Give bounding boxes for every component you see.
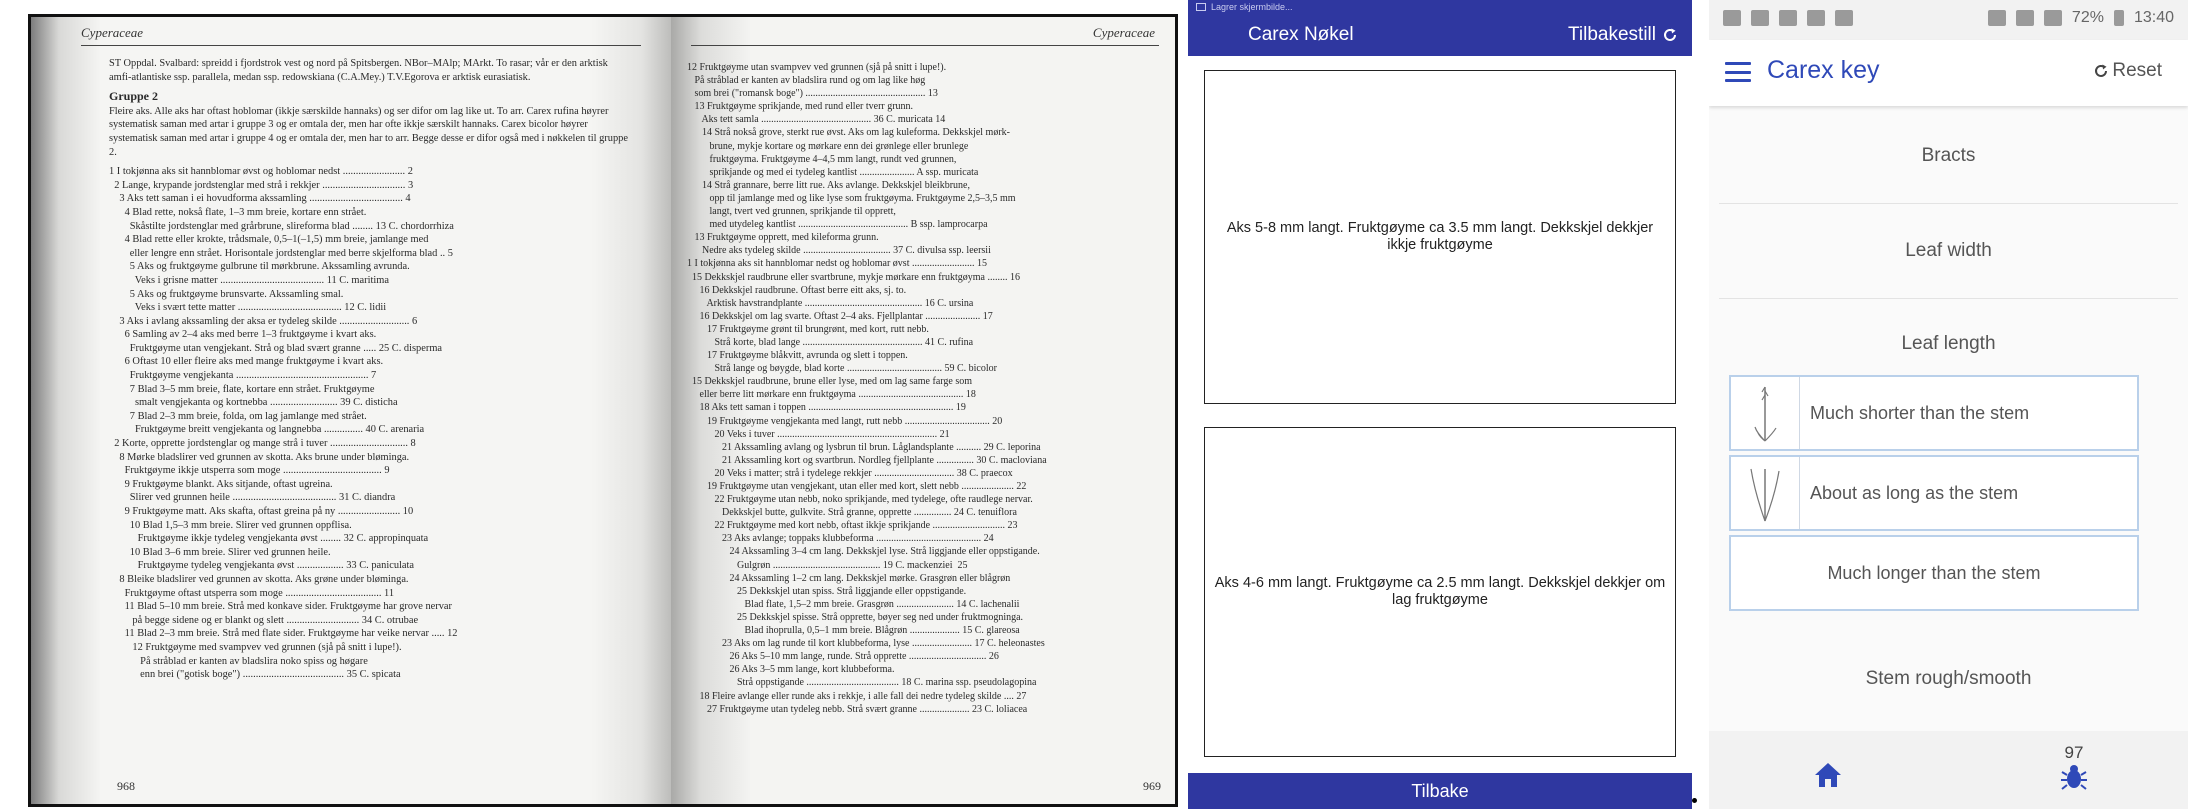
key-line: med utydeleg kantlist ............................................ B ssp. lamprocarpa [687,219,988,231]
clock: 13:40 [2133,9,2174,26]
mail-icon [1751,10,1769,26]
key-line: Skåstilte jordstenglar med grårbrune, slireforma blad ........ 13 C. chordorrhiza [109,220,454,232]
back-label: Tilbake [1411,780,1469,801]
group-heading: Gruppe 2 [109,89,159,104]
category-leaf-width[interactable]: Leaf width [1905,240,1992,261]
key-line: 1 I tokjønna aks sit hannblomar nedst og hoblomar øvst ......................... 15 [687,258,987,270]
key-line: 25 Dekkskjel spisse. Strå opprette, bøyer seg ned under fruktmogninga. [687,611,1024,623]
key-line: 23 Aks om lag runde til kort klubbeforma, lyse ........................ 17 C. heleonastes [687,638,1045,650]
book-scan-image [28,14,1178,807]
key-lines-right [687,61,1127,716]
reset-label: Reset [2112,60,2162,81]
key-line: 24 Akssamling 1–2 cm lang. Dekkskjel mørke. Grasgrøn eller blågrøn [687,572,1011,584]
app-bar [1709,40,2188,106]
key-line: 12 Fruktgøyme utan svampvev ved grunnen (sjå på snitt i lupe!). [687,62,947,73]
bottom-navigation [1709,731,2188,809]
key-line: 6 Oftast 10 eller fleire aks med mange fruktgøyme i kvart aks. [109,356,384,368]
key-line: 4 Blad rette eller krokte, trådsmale, 0,5–1(–1,5) mm breie, jamlange med [109,234,429,246]
key-line: 23 Aks avlange; toppaks klubbeforma .......................................... 24 [687,533,994,545]
bug-report-button[interactable] [2044,743,2104,796]
key-line: 16 Dekkskjel raudbrune. Oftast berre eitt aks, sj. to. [687,284,907,296]
key-line: Blad ihoprulla, 0,5–1 mm breie. Blågrøn .................... 15 C. glareosa [687,625,1020,637]
plant-equal-leaves-icon [1731,457,1800,529]
key-line: 7 Blad 2–3 mm breie, folda, om lag jamlange med strået. [109,410,367,422]
status-bar [1709,0,2188,40]
key-line: 8 Mørke bladslirer ved grunnen av skotta. Aks brune under bløminga. [109,451,410,463]
running-head-left: Cyperaceae [81,25,144,40]
leaf-length-option-equal[interactable] [1729,455,2139,531]
option-label-longer: Much longer than the stem [1827,562,2041,583]
home-icon[interactable] [1813,761,1843,789]
plant-short-leaves-icon [1731,377,1800,449]
key-line: Strå lange og bøygde, blad korte ...................................... 59 C. bicolor [687,363,997,375]
key-line: Strå oppstigande ..................................... 18 C. marina ssp. pseudolagopina [687,677,1037,689]
category-bracts[interactable]: Bracts [1921,145,1976,166]
key-line: smalt vengjekanta og kortnebba .......................... 39 C. disticha [109,397,398,409]
key-line: brune, mykje kortare og mørkare enn dei grønlege eller brunlege [687,140,969,152]
battery-icon [2114,10,2124,26]
nfc-icon [1988,10,2006,26]
wifi-icon [2044,10,2062,26]
key-line: Dekkskjel butte, gulkvite. Strå granne, opprette ............... 24 C. tenuiflora [687,507,1017,519]
key-line: 10 Blad 1,5–3 mm breie. Slirer ved grunnen oppflisa. [109,519,352,531]
key-line: Fruktgøyme oftast utsperra som moge ..................................... 11 [109,587,395,599]
key-line: 14 Strå nokså grove, sterkt rue øvst. Aks om lag kuleforma. Dekkskjel mørk- [687,127,1010,139]
key-line: 22 Fruktgøyme med kort nebb, oftast ikkje sprikjande ............................. 23 [687,520,1018,532]
key-line: Fruktgøyme breitt vengjekanta og langnebba ............... 40 C. arenaria [109,424,425,436]
key-line: 6 Samling av 2–4 aks med berre 1–3 fruktgøyme i kvart aks. [109,329,377,341]
key-line: På stråblad er kanten av bladslira rund og om lag like høg [687,75,926,87]
notification-icons [1723,10,1853,26]
key-line: 15 Dekkskjel raudbrune eller svartbrune, mykje mørkare enn fruktgøyma ........ 16 [687,271,1020,283]
key-line: opp til jamlange med og like lyse som fruktgøyma. Fruktgøyme 2,5–3,5 mm [687,192,1016,204]
key-line: 7 Blad 3–5 mm breie, flate, kortare enn strået. Fruktgøyme [109,383,375,395]
key-line: 2 Lange, krypande jordstenglar med strå i rekkjer ................................ 3 [109,179,414,191]
key-line: 3 Aks tett saman i ei hovudforma akssamling .................................... 4 [109,193,411,205]
carex-nokel-screen [1188,0,1692,809]
key-line: 1 I tokjønna aks sit hannblomar øvst og hoblomar nedst ........................ 2 [109,166,413,178]
running-head-right: Cyperaceae [1092,25,1155,40]
status-bar [1188,0,1692,14]
reset-label: Tilbakestill [1568,24,1656,45]
key-line: 13 Fruktgøyme sprikjande, med rund eller tverr grunn. [687,101,914,113]
right-page-body [687,57,1127,716]
key-line: Gulgrøn ........................................... 19 C. mackenziei 25 [687,559,968,571]
key-line: 19 Fruktgøyme vengjekanta med langt, rutt nebb .................................. 20 [687,415,1003,427]
key-line: 16 Dekkskjel om lag svarte. Oftast 2–4 aks. Fjellplantar ...................... 17 [687,310,993,322]
key-line: 5 Aks og fruktgøyme gulbrune til mørkbrune. Akssamling avrunda. [109,261,410,273]
key-line: Fruktgøyme vengjekanta ................................................... 7 [109,370,377,382]
key-line: 9 Fruktgøyme blankt. Aks sitjande, oftast ugreina. [109,478,333,490]
key-line: Strå korte, blad lange ................................................ 41 C. rufina [687,336,974,348]
system-status [1988,9,2174,27]
category-leaf-length[interactable]: Leaf length [1901,333,1996,354]
refresh-icon [1662,27,1678,43]
key-line: Fruktgøyme tydeleg vengjekanta øvst .................. 33 C. paniculata [109,560,415,572]
key-line: eller lengre enn strået. Horisontale jordstenglar med berre skjelforma blad .. 5 [109,247,453,259]
screenshot-icon [1196,3,1206,11]
key-line: 19 Fruktgøyme utan vengjekant, utan eller med kort, slett nebb ..................... 22 [687,481,1027,492]
key-line: 17 Fruktgøyme grønt til brungrønt, med kort, rutt nebb. [687,323,929,335]
page-number-left: 968 [117,779,135,793]
key-line: 15 Dekkskjel raudbrune, brune eller lyse, med om lag same farge som [687,376,973,388]
bug-count: 97 [2064,743,2084,762]
status-text: Lagrer skjermbilde... [1211,2,1293,12]
book-left-page [31,17,671,804]
app-bar [1188,14,1692,56]
back-button[interactable] [1188,773,1692,809]
key-line: 10 Blad 3–6 mm breie. Slirer ved grunnen heile. [109,546,331,558]
reset-button[interactable] [1568,24,1678,46]
key-line: Arktisk havstrandplante ............................................... 16 C. ursina [687,297,974,309]
key-line: 26 Aks 3–5 mm lange, kort klubbeforma. [687,664,895,676]
alarm-icon [2016,10,2034,26]
key-line: 22 Fruktgøyme utan nebb, noko sprikjande, med tydelege, ofte raudlege nervar. [687,494,1033,506]
key-line: Slirer ved grunnen heile ........................................ 31 C. diandra [109,492,396,504]
category-stem[interactable]: Stem rough/smooth [1865,668,2032,689]
refresh-icon [2093,63,2109,79]
group-paragraph: Fleire aks. Alle aks har oftast hoblomar (ikkje særskilde hannaks) og ser difor om lag like ut. To arr. Carex rufina høyrer systematisk saman med artar i gruppe 3 og er omtala der, men har ofte ikkje særskilt hannaks. Carex bicolor høyrer systematisk saman med artar i gruppe 4 og er omtala der, men har to arr. Begge desse er difor også med i nøkkelen til gruppe 2. [109,105,628,158]
divider [1719,203,2178,204]
twitter-icon [1835,10,1853,26]
header-rule [81,45,641,46]
key-line: På stråblad er kanten av bladslira noko spiss og høgare [109,655,368,667]
key-line: 25 Dekkskjel utan spiss. Strå liggjande eller oppstigande. [687,585,967,597]
key-line: sprikjande og med ei tydeleg kantlist ...................... A ssp. muricata [687,166,979,178]
key-line: fruktgøyma. Fruktgøyme 4–4,5 mm langt, rundt ved grunnen, [687,153,957,165]
key-line: 21 Akssamling avlang og lysbrun til brun. Låglandsplante .......... 29 C. leporina [687,441,1041,453]
option-label-shorter: Much shorter than the stem [1810,402,2030,423]
key-line: enn brei ("gotisk boge") ....................................... 35 C. spicata [109,669,401,681]
key-line: eller berre litt mørkare enn fruktgøyma .......................................... 18 [687,389,976,401]
app-title: Carex Nøkel [1248,24,1354,45]
leaf-length-option-shorter[interactable] [1729,375,2139,451]
key-line: 20 Veks i tuver ................................................................ 21 [687,428,950,440]
key-line: Fruktgøyme utan vengjekant. Strå og blad svært granne ..... 25 C. disperma [109,342,443,354]
option-label-equal: About as long as the stem [1810,482,2019,503]
battery-level: 72% [2071,9,2104,26]
option-card-1[interactable] [1204,70,1676,404]
key-line: Veks i svært tette matter ........................................ 12 C. lidii [109,302,387,314]
key-line: 9 Fruktgøyme matt. Aks skafta, oftast greina på ny ........................ 10 [109,506,414,517]
key-line: 20 Veks i matter; strå i tydelege rekkjer ................................ 38 C. praecox [687,467,1013,479]
key-line: 11 Blad 5–10 mm breie. Strå med konkave sider. Fruktgøyme har grove nervar [109,601,453,613]
key-line: 18 Fleire avlange eller runde aks i rekkje, i alle fall dei nedre tydeleg skilde .... 27 [687,690,1027,702]
key-line: 24 Akssamling 3–4 cm lang. Dekkskjel lyse. Strå liggjande eller oppstigande. [687,546,1040,558]
key-line: Aks tett samla ............................................ 36 C. muricata 14 [687,114,946,126]
option-text-2: Aks 4-6 mm langt. Fruktgøyme ca 2.5 mm langt. Dekkskjel dekkjer om lag fruktgøyme [1214,575,1666,608]
key-line: 17 Fruktgøyme blåkvitt, avrunda og slett i toppen. [687,350,908,362]
divider [1719,298,2178,299]
option-text-1: Aks 5-8 mm langt. Fruktgøyme ca 3.5 mm langt. Dekkskjel dekkjer ikkje fruktgøyme [1226,220,1654,253]
key-line: 21 Akssamling kort og svartbrun. Nordleg fjellplante ............... 30 C. macloviana [687,454,1047,466]
key-line: Fruktgøyme ikkje utsperra som moge ...................................... 9 [109,465,390,477]
mail-icon [1779,10,1797,26]
key-line: Nedre aks tydeleg skilde ................................... 37 C. divulsa ssp. leersii [687,245,991,257]
key-line: som brei ("romansk boge") ................................................ 13 [687,88,938,100]
book-right-page [671,17,1175,804]
key-line: 4 Blad rette, nokså flate, 1–3 mm breie, kortare enn strået. [109,206,367,218]
key-line: 11 Blad 2–3 mm breie. Strå med flate sider. Fruktgøyme har veike nervar ..... 12 [109,628,458,640]
key-line: 8 Bleike bladslirer ved grunnen av skotta. Aks grøne under bløminga. [109,573,409,585]
key-line: 2 Korte, opprette jordstenglar og mange strå i tuver .............................. 8 [109,438,416,450]
key-line: Fruktgøyme ikkje tydeleg vengjekanta øvst ........ 32 C. appropinquata [109,533,429,545]
key-lines-left [109,165,629,682]
carex-key-screen [1709,0,2188,809]
key-line: 13 Fruktgøyme opprett, med kileforma grunn. [687,232,879,244]
key-line: 14 Strå grannare, berre litt rue. Aks avlange. Dekkskjel bleikbrune, [687,179,970,191]
key-line: 12 Fruktgøyme med svampvev ved grunnen (sjå på snitt i lupe!). [109,641,402,653]
reset-button[interactable] [2093,60,2162,82]
key-line: Veks i grisne matter ........................................ 11 C. maritima [109,274,389,286]
calendar-icon [1723,10,1741,26]
intro-paragraph: ST Oppdal. Svalbard: spreidd i fjordstrok vest og nord på Spitsbergen. NBor–MAlp; MArkt. To rasar; vår er den arktisk amfi-atlantiske ssp. parallela, medan ssp. redowskiana (C.A.Mey.) T.V.Egorova er arktisk eurasiatisk. [109,58,608,83]
key-line: på begge sidene og er blankt og slett ............................ 34 C. otrubae [109,614,419,626]
option-card-2[interactable] [1204,427,1676,757]
left-page-body [109,57,629,682]
header-rule [691,45,1159,46]
bug-icon [2060,763,2088,791]
image-icon [1807,10,1825,26]
app-title: Carex key [1767,56,1880,84]
leaf-length-option-longer[interactable] [1729,535,2139,611]
key-line: Blad flate, 1,5–2 mm breie. Grasgrøn ....................... 14 C. lachenalii [687,598,1020,610]
key-line: 5 Aks og fruktgøyme brunsvarte. Akssamling smal. [109,288,344,300]
key-line: 26 Aks 5–10 mm lange, runde. Strå opprette ............................... 26 [687,651,999,663]
key-line: langt, tvert ved grunnen, sprikjande til opprett, [687,206,896,218]
page-number-right: 969 [1143,779,1161,793]
key-line: 3 Aks i avlang akssamling der aksa er tydeleg skilde ........................... 6 [109,315,418,327]
menu-icon[interactable] [1725,62,1751,82]
key-line: 27 Fruktgøyme utan tydeleg nebb. Strå svært granne .................... 23 C. loliacea [687,703,1028,715]
separator-dot [1692,798,1697,803]
key-line: 18 Aks tett saman i toppen .......................................................... 19 [687,402,966,414]
